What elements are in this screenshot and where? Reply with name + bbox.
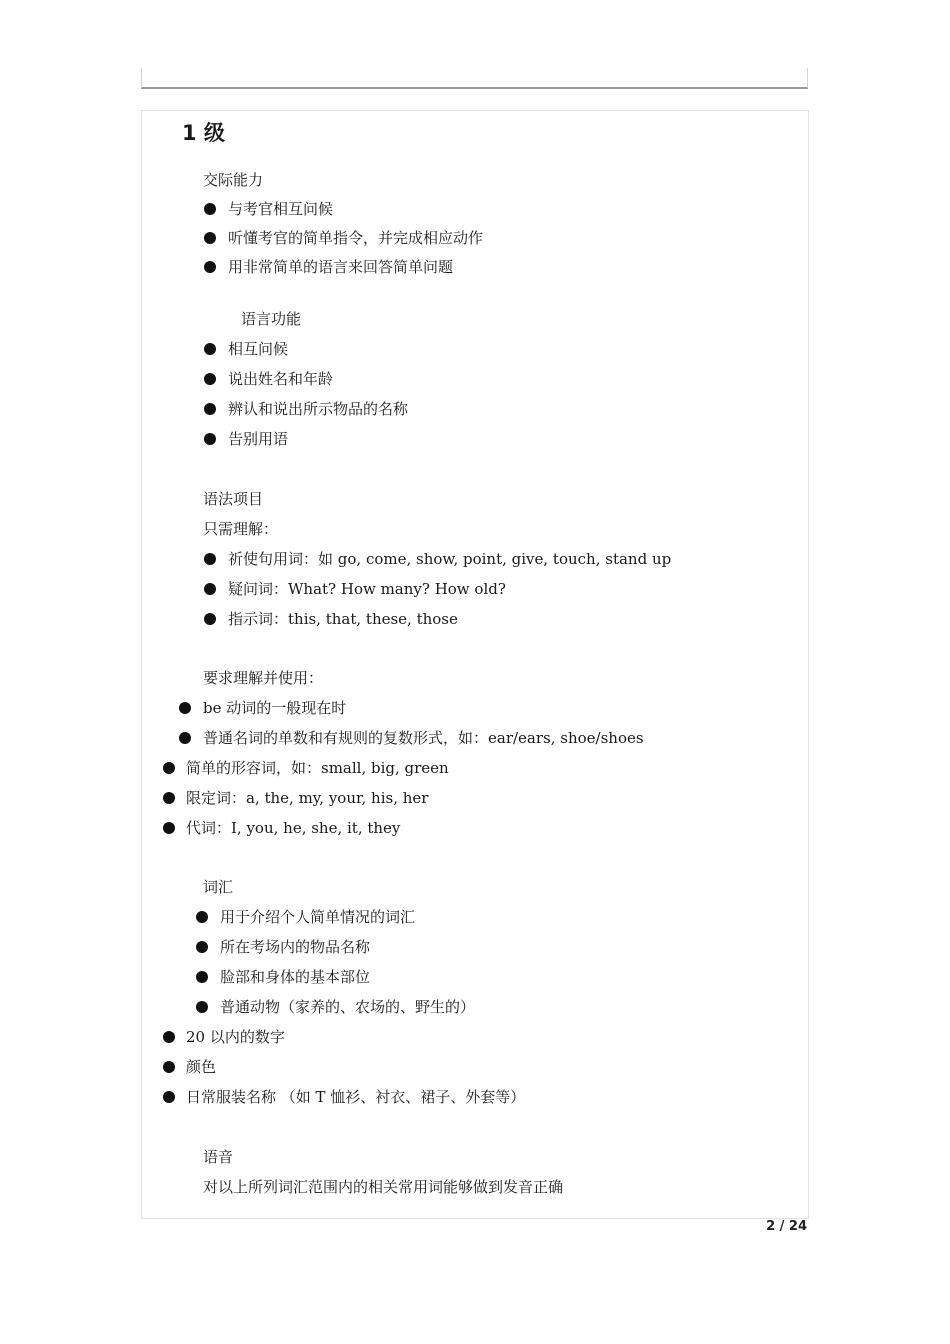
list-item: 告别用语 [228, 430, 289, 448]
list-item: 限定词：a, the, my, your, his, her [186, 789, 429, 807]
list-item: 辨认和说出所示物品的名称 [228, 400, 409, 418]
list-item: 普通动物（家养的、农场的、野生的） [220, 998, 476, 1016]
list-item: 所在考场内的物品名称 [220, 938, 371, 956]
list-item: 说出姓名和年龄 [228, 370, 334, 388]
bullet-icon [163, 1061, 175, 1073]
list-item: 祈使句用词：如 go, come, show, point, give, touch, stand up [228, 550, 672, 568]
bullet-icon [163, 1091, 175, 1103]
list-item: be 动词的一般现在时 [203, 699, 347, 717]
list-item: 脸部和身体的基本部位 [220, 968, 371, 986]
bullet-icon [196, 941, 208, 953]
list-item: 疑问词：What? How many? How old? [228, 580, 506, 598]
list-item: 简单的形容词，如：small, big, green [186, 759, 449, 777]
subheading-understand-only: 只需理解： [203, 520, 279, 538]
list-item: 用于介绍个人简单情况的词汇 [220, 908, 416, 926]
bullet-icon [204, 373, 216, 385]
bullet-icon [196, 1001, 208, 1013]
bullet-icon [204, 553, 216, 565]
page-number: 2 / 24 [766, 1219, 807, 1234]
list-item: 20 以内的数字 [186, 1028, 285, 1046]
list-item: 颜色 [186, 1058, 217, 1076]
level-title: 1 级 [182, 121, 225, 145]
section-heading-language-function: 语言功能 [241, 310, 302, 328]
list-item: 普通名词的单数和有规则的复数形式，如：ear/ears, shoe/shoes [203, 729, 644, 747]
bullet-icon [204, 433, 216, 445]
list-item: 代词：I, you, he, she, it, they [186, 819, 401, 837]
bullet-icon [163, 1031, 175, 1043]
section-heading-vocabulary: 词汇 [203, 878, 234, 896]
list-item: 用非常简单的语言来回答简单问题 [228, 258, 454, 276]
bullet-icon [204, 613, 216, 625]
section-heading-communication: 交际能力 [203, 171, 264, 189]
section-heading-grammar: 语法项目 [203, 490, 264, 508]
bullet-icon [163, 762, 175, 774]
bullet-icon [196, 971, 208, 983]
bullet-icon [163, 792, 175, 804]
list-item: 听懂考官的简单指令，并完成相应动作 [228, 229, 484, 247]
bullet-icon [163, 822, 175, 834]
bullet-icon [204, 343, 216, 355]
bullet-icon [179, 732, 191, 744]
pronunciation-text: 对以上所列词汇范围内的相关常用词能够做到发音正确 [203, 1178, 564, 1196]
bullet-icon [204, 203, 216, 215]
bullet-icon [204, 403, 216, 415]
bullet-icon [204, 261, 216, 273]
bullet-icon [204, 232, 216, 244]
list-item: 指示词：this, that, these, those [228, 610, 458, 628]
list-item: 日常服装名称 （如 T 恤衫、衬衣、裙子、外套等） [186, 1088, 526, 1106]
list-item: 与考官相互问候 [228, 200, 334, 218]
bullet-icon [204, 583, 216, 595]
list-item: 相互问候 [228, 340, 289, 358]
subheading-understand-and-use: 要求理解并使用： [203, 669, 324, 687]
bullet-icon [179, 702, 191, 714]
bullet-icon [196, 911, 208, 923]
previous-page-edge [141, 68, 808, 89]
section-heading-pronunciation: 语音 [203, 1148, 234, 1166]
